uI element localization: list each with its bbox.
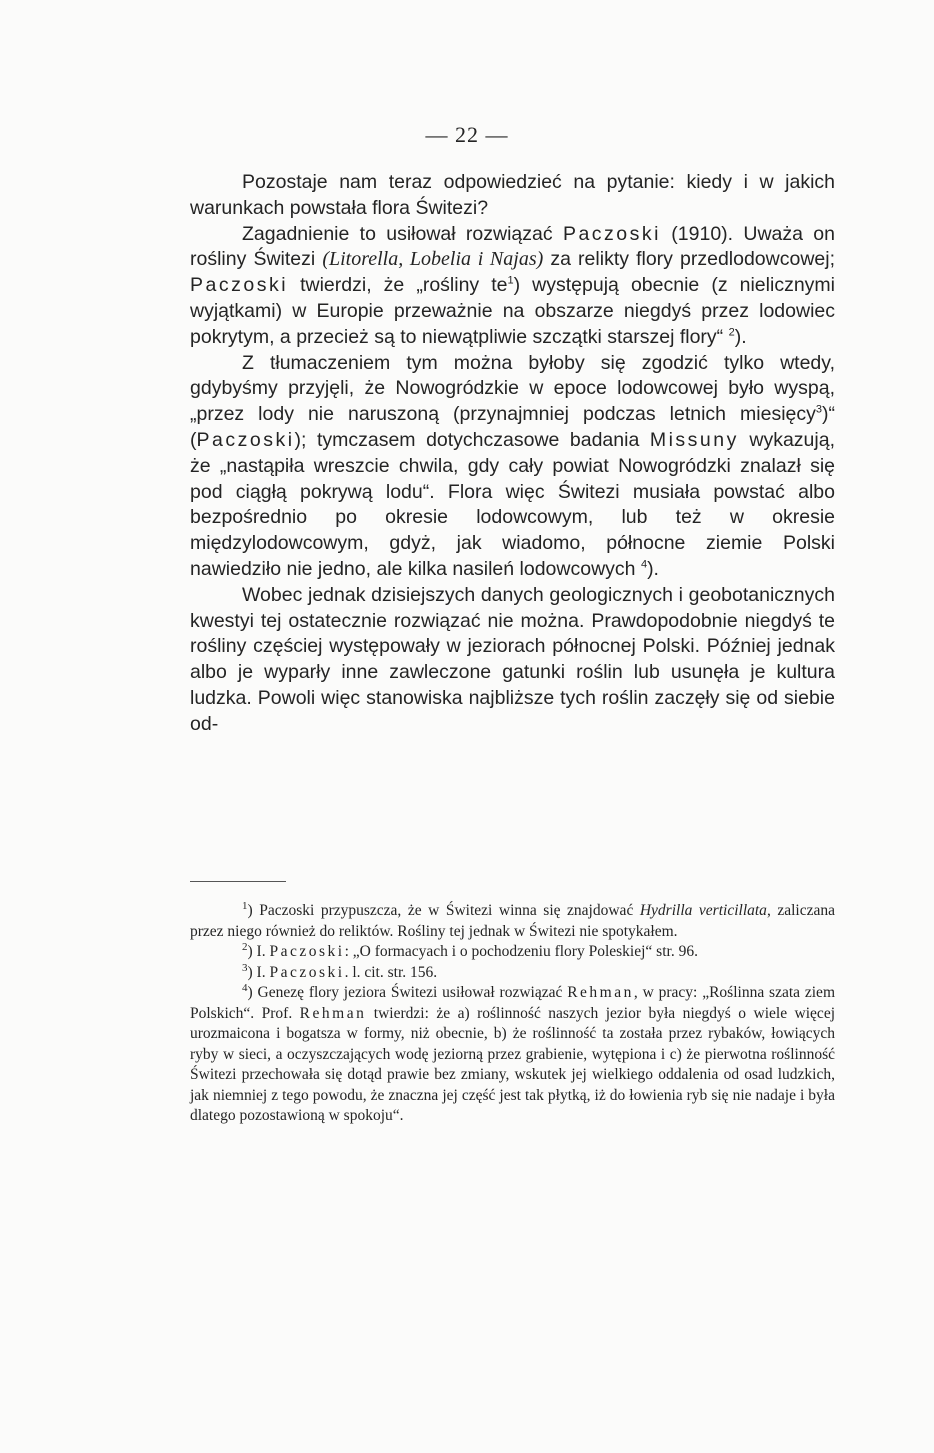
footnote-2-text-b: : „O formacyach i o pochodzeniu flory Poleskiej“ str. 96.	[344, 943, 698, 960]
author-name: Paczoski	[196, 428, 295, 451]
page-number: — 22 —	[425, 122, 509, 147]
latin-species: Hydrilla verticillata	[639, 902, 767, 919]
paragraph-2-text-a: Zagadnienie to usiłował rozwiązać	[242, 222, 563, 245]
paragraph-4	[190, 583, 835, 738]
footnote-3	[190, 963, 835, 984]
footnote-number: 3	[242, 961, 248, 974]
footnote-1-text-a: ) Paczoski przypuszcza, że w Świtezi winna się znajdować	[247, 902, 640, 919]
footnote-marker-2: 2	[728, 326, 735, 339]
paragraph-3-text-d: wykazują, że „nastąpiła wreszcie chwila, gdy cały powiat Nowogródzki znalazł się pod ciągłą pokrywą lodu“. Flora więc Świtezi musiała powstać albo bezpośrednio po okresie lodowcowym, lub też w okresie międzylodowcowym, gdyż, jak wiadomo, północne ziemie Polski nawiedziło nie jedno, ale kilka nasileń lodowcowych	[190, 428, 835, 580]
paragraph-2-text-d: twierdzi, że „rośliny te	[288, 274, 508, 297]
paragraph-1	[190, 170, 835, 222]
latin-species-list: (Litorella, Lobelia i Najas)	[322, 248, 544, 271]
author-name: Paczoski	[190, 274, 289, 297]
paragraph-2-text-e: ) występują obecnie (z nielicznymi wyjątkami) w Europie przeważnie na obszarze niegdyś przez lodowiec pokrytym, a przecież są to niewątpliwie szczątki starszej flory“	[190, 274, 835, 348]
paragraph-3	[190, 351, 835, 583]
paragraph-3-text-b: )“ (	[190, 403, 835, 451]
paragraph-2-text-c: za relikty flory przedlodowcowej;	[543, 248, 836, 271]
footnote-3-text-b: . l. cit. str. 156.	[344, 963, 438, 981]
footnote-marker-3: 3	[815, 403, 822, 416]
footnote-3-text-a: ) I.	[247, 963, 270, 981]
paragraph-2	[190, 222, 835, 351]
author-name: Missuny	[649, 428, 739, 451]
footnote-marker-4: 4	[640, 558, 648, 571]
author-name: Rehman	[299, 1004, 367, 1022]
author-name: Paczoski	[562, 222, 661, 245]
main-text	[190, 170, 835, 738]
paragraph-3-text-c: ); tymczasem dotychczasowe badania	[294, 428, 650, 451]
footnote-number: 2	[242, 940, 248, 953]
footnote-number: 4	[242, 981, 248, 994]
paragraph-2-text-b: (1910). Uważa on rośliny Świtezi	[190, 222, 835, 271]
paragraph-1-text: Pozostaje nam teraz odpowiedzieć na pytanie: kiedy i w jakich warunkach powstała flora Świtezi?	[190, 171, 835, 219]
footnotes	[190, 901, 835, 1127]
footnote-4	[190, 983, 835, 1127]
footnote-4-text-c: twierdzi: że a) roślinność naszych jezior była niegdyś o wiele więcej urozmaicona i bogatsza w formy, niż obecnie, b) że roślinność ta została przez rybaków, łowiących ryby w sieci, a oczyszczających wodę jeziorną przez grabienie, wytępiona i c) że pierwotna roślinność Świtezi przechowała się dotąd prawie bez zmiany, wskutek jej wielkiego oddalenia od osad ludzkich, jak niemniej z tego powodu, że znaczna jej część jest tak płytką, iż do łowienia ryb się nie nadaje i była dlatego pozostawioną w spokoju“.	[190, 1004, 836, 1124]
footnote-number: 1	[242, 899, 248, 912]
footnote-4-text-a: ) Genezę flory jeziora Świtezi usiłował rozwiązać	[247, 984, 568, 1001]
footnote-4-text-b: , w pracy: „Roślinna szata ziem Polskich“. Prof.	[190, 984, 835, 1022]
paragraph-3-text-a: Z tłumaczeniem tym można byłoby się zgodzić tylko wtedy, gdybyśmy przyjęli, że Nowogródzkie w epoce lodowcowej było wyspą, „przez lody nie naruszoną (przynajmniej podczas letnich miesięcy	[190, 351, 835, 426]
paragraph-3-text-e: ).	[647, 557, 659, 580]
footnote-marker-1: 1	[507, 274, 514, 287]
footnote-divider	[190, 881, 286, 882]
author-name: Paczoski	[269, 943, 345, 960]
paragraph-4-text: Wobec jednak dzisiejszych danych geologicznych i geobotanicznych kwestyi tej ostatecznie rozwiązać nie można. Prawdopodobnie niegdyś te rośliny częściej występowały w jeziorach północnej Polski. Później jednak albo je wyparły inne zawleczone gatunki roślin lub usunęła je kultura ludzka. Powoli więc stanowiska najbliższe tych roślin zaczęły się od siebie od-	[190, 583, 835, 735]
author-name: Rehman	[567, 984, 634, 1001]
footnote-1	[190, 901, 835, 942]
footnote-2-text-a: ) I.	[247, 943, 270, 960]
author-name: Paczoski	[269, 963, 345, 981]
footnote-2	[190, 942, 835, 963]
paragraph-2-text-f: ).	[734, 325, 747, 348]
footnote-1-text-b: , zaliczana przez niego również do reliktów. Rośliny tej jednak w Świtezi nie spotykałem.	[190, 902, 835, 940]
